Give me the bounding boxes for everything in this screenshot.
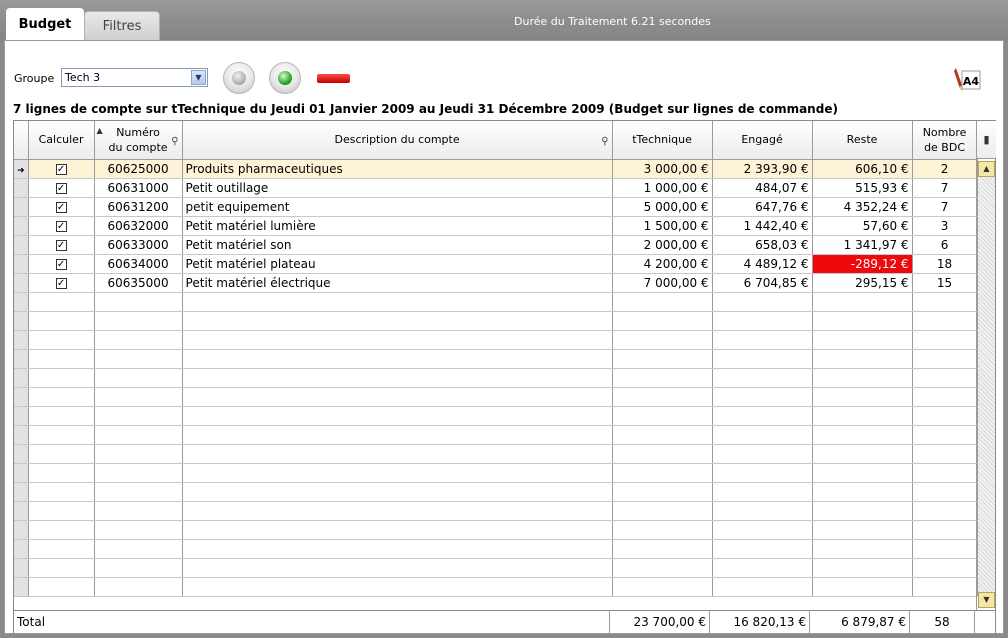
duration-text: Durée du Traitement 6.21 secondes (514, 15, 711, 28)
empty-cell[interactable] (712, 387, 812, 406)
empty-cell[interactable] (182, 368, 612, 387)
empty-cell[interactable] (94, 577, 182, 596)
row-calculer-cell[interactable] (28, 273, 94, 292)
calculer-checkbox[interactable]: ✓ (56, 201, 66, 213)
calculer-checkbox[interactable]: ✓ (56, 182, 66, 194)
row-calculer-cell[interactable] (28, 216, 94, 235)
print-a4-icon[interactable] (950, 65, 982, 93)
col-header-numero-l2: du compte (108, 140, 168, 154)
cell-bdc[interactable]: 2 (912, 159, 977, 178)
table-row[interactable] (14, 216, 977, 235)
total-label: Total (14, 611, 610, 633)
empty-cell[interactable] (712, 558, 812, 577)
calculer-checkbox[interactable]: ✓ (56, 258, 66, 270)
table-row[interactable] (14, 159, 977, 178)
tab-budget[interactable]: Budget (6, 8, 84, 42)
empty-cell[interactable] (28, 387, 94, 406)
empty-cell[interactable] (182, 539, 612, 558)
empty-cell[interactable] (812, 558, 912, 577)
empty-cell[interactable] (612, 463, 712, 482)
empty-cell[interactable] (912, 444, 977, 463)
column-chooser-icon[interactable]: ▮ (977, 121, 996, 159)
col-header-ttechnique[interactable]: tTechnique (612, 121, 712, 159)
empty-row[interactable] (14, 311, 977, 330)
empty-cell[interactable] (812, 330, 912, 349)
row-selector[interactable] (14, 463, 28, 482)
table-row[interactable] (14, 273, 977, 292)
empty-row[interactable] (14, 482, 977, 501)
green-round-button[interactable] (269, 62, 301, 94)
empty-cell[interactable] (28, 292, 94, 311)
empty-cell[interactable] (812, 444, 912, 463)
cell-description[interactable]: Petit matériel plateau (182, 254, 612, 273)
empty-cell[interactable] (712, 349, 812, 368)
cell-description[interactable]: Petit outillage (182, 178, 612, 197)
empty-cell[interactable] (94, 501, 182, 520)
empty-cell[interactable] (94, 425, 182, 444)
empty-cell[interactable] (912, 387, 977, 406)
groupe-select[interactable] (61, 68, 208, 87)
cell-ttechnique[interactable]: 5 000,00 € (612, 197, 712, 216)
row-selector[interactable] (14, 520, 28, 539)
empty-cell[interactable] (612, 539, 712, 558)
cell-description[interactable]: Produits pharmaceutiques (182, 159, 612, 178)
row-selector[interactable] (14, 425, 28, 444)
row-selector[interactable] (14, 482, 28, 501)
col-header-calculer[interactable]: Calculer (28, 121, 94, 159)
tab-filtres[interactable]: Filtres (84, 11, 160, 40)
empty-cell[interactable] (912, 520, 977, 539)
table-row[interactable] (14, 178, 977, 197)
empty-cell[interactable] (812, 577, 912, 596)
grey-round-button[interactable] (223, 62, 255, 94)
empty-cell[interactable] (712, 425, 812, 444)
empty-cell[interactable] (712, 501, 812, 520)
row-selector[interactable] (14, 539, 28, 558)
total-ttechnique: 23 700,00 € (610, 611, 710, 633)
empty-cell[interactable] (712, 330, 812, 349)
col-header-description[interactable] (182, 121, 612, 159)
empty-cell[interactable] (94, 444, 182, 463)
empty-row[interactable] (14, 387, 977, 406)
calculer-checkbox[interactable]: ✓ (56, 163, 66, 175)
empty-cell[interactable] (28, 330, 94, 349)
empty-cell[interactable] (28, 425, 94, 444)
empty-cell[interactable] (912, 539, 977, 558)
search-icon[interactable]: ⚲ (601, 136, 609, 147)
sort-up-icon[interactable]: ▲ (96, 126, 103, 135)
empty-row[interactable] (14, 463, 977, 482)
header-row-selector (14, 121, 28, 159)
table-row[interactable] (14, 254, 977, 273)
empty-cell[interactable] (912, 463, 977, 482)
empty-cell[interactable] (182, 501, 612, 520)
empty-cell[interactable] (94, 463, 182, 482)
cell-bdc[interactable]: 7 (912, 197, 977, 216)
table-header-row (14, 121, 977, 159)
empty-cell[interactable] (612, 349, 712, 368)
empty-cell[interactable] (28, 577, 94, 596)
empty-cell[interactable] (182, 444, 612, 463)
cell-numero[interactable]: 60635000 (94, 273, 182, 292)
cell-ttechnique[interactable]: 7 000,00 € (612, 273, 712, 292)
cell-bdc[interactable]: 3 (912, 216, 977, 235)
top-bar (0, 0, 1008, 42)
groupe-label: Groupe (14, 72, 55, 85)
scroll-down-arrow-icon[interactable]: ▼ (978, 592, 995, 608)
row-selector[interactable] (14, 159, 28, 178)
empty-cell[interactable] (28, 520, 94, 539)
empty-cell[interactable] (182, 330, 612, 349)
empty-cell[interactable] (612, 501, 712, 520)
cell-reste[interactable]: 57,60 € (812, 216, 912, 235)
empty-cell[interactable] (612, 482, 712, 501)
empty-cell[interactable] (182, 292, 612, 311)
accounts-table (14, 121, 978, 597)
table-row[interactable] (14, 235, 977, 254)
grey-dot-icon (232, 71, 246, 85)
empty-row[interactable] (14, 577, 977, 596)
empty-cell[interactable] (28, 463, 94, 482)
empty-cell[interactable] (182, 558, 612, 577)
empty-cell[interactable] (182, 425, 612, 444)
empty-cell[interactable] (612, 330, 712, 349)
empty-cell[interactable] (94, 368, 182, 387)
empty-cell[interactable] (612, 406, 712, 425)
cell-numero[interactable]: 60631200 (94, 197, 182, 216)
accounts-grid (13, 120, 996, 633)
groupe-select-value: Tech 3 (65, 71, 101, 84)
empty-cell[interactable] (812, 349, 912, 368)
cell-reste[interactable]: 515,93 € (812, 178, 912, 197)
cell-bdc[interactable]: 15 (912, 273, 977, 292)
cell-bdc[interactable]: 18 (912, 254, 977, 273)
row-selector[interactable] (14, 292, 28, 311)
empty-cell[interactable] (912, 406, 977, 425)
empty-cell[interactable] (812, 520, 912, 539)
page-title: 7 lignes de compte sur tTechnique du Jeudi 01 Janvier 2009 au Jeudi 31 Décembre 2009 (Budget sur lignes de commande) (13, 102, 838, 116)
row-selector[interactable] (14, 178, 28, 197)
empty-row[interactable] (14, 292, 977, 311)
row-calculer-cell[interactable] (28, 178, 94, 197)
total-bdc: 58 (910, 611, 975, 633)
empty-cell[interactable] (812, 463, 912, 482)
empty-row[interactable] (14, 425, 977, 444)
empty-cell[interactable] (182, 520, 612, 539)
empty-cell[interactable] (612, 292, 712, 311)
cell-engage[interactable]: 658,03 € (712, 235, 812, 254)
cell-description[interactable]: Petit matériel électrique (182, 273, 612, 292)
empty-cell[interactable] (912, 292, 977, 311)
empty-cell[interactable] (712, 577, 812, 596)
row-selector[interactable] (14, 216, 28, 235)
cell-numero[interactable]: 60631000 (94, 178, 182, 197)
row-calculer-cell[interactable] (28, 159, 94, 178)
cell-ttechnique[interactable]: 2 000,00 € (612, 235, 712, 254)
cell-bdc[interactable]: 7 (912, 178, 977, 197)
calculer-checkbox[interactable]: ✓ (56, 239, 66, 251)
row-selector[interactable] (14, 254, 28, 273)
empty-cell[interactable] (94, 482, 182, 501)
chevron-down-icon[interactable]: ▼ (191, 70, 206, 85)
empty-row[interactable] (14, 520, 977, 539)
empty-row[interactable] (14, 501, 977, 520)
col-header-bdc-l1: Nombre (922, 125, 967, 139)
empty-cell[interactable] (712, 520, 812, 539)
empty-cell[interactable] (94, 387, 182, 406)
empty-cell[interactable] (612, 311, 712, 330)
row-selector[interactable] (14, 558, 28, 577)
calculer-checkbox[interactable]: ✓ (56, 277, 66, 289)
empty-cell[interactable] (812, 425, 912, 444)
empty-cell[interactable] (94, 349, 182, 368)
col-header-bdc[interactable] (912, 121, 977, 159)
empty-cell[interactable] (94, 558, 182, 577)
empty-cell[interactable] (28, 349, 94, 368)
green-dot-icon (278, 71, 292, 85)
col-header-numero[interactable] (94, 121, 182, 159)
cell-engage[interactable]: 647,76 € (712, 197, 812, 216)
empty-cell[interactable] (94, 330, 182, 349)
empty-cell[interactable] (912, 482, 977, 501)
col-header-description-label: Description du compte (334, 133, 460, 147)
cell-engage[interactable]: 4 489,12 € (712, 254, 812, 273)
empty-cell[interactable] (912, 577, 977, 596)
empty-cell[interactable] (812, 292, 912, 311)
row-selector[interactable] (14, 197, 28, 216)
cell-numero[interactable]: 60633000 (94, 235, 182, 254)
cell-reste[interactable]: -289,12 € (812, 254, 912, 273)
cell-description[interactable]: Petit matériel lumière (182, 216, 612, 235)
empty-cell[interactable] (612, 558, 712, 577)
cell-reste[interactable]: 1 341,97 € (812, 235, 912, 254)
empty-row[interactable] (14, 349, 977, 368)
row-calculer-cell[interactable] (28, 235, 94, 254)
cell-reste[interactable]: 606,10 € (812, 159, 912, 178)
empty-cell[interactable] (612, 520, 712, 539)
empty-cell[interactable] (94, 539, 182, 558)
cell-description[interactable]: petit equipement (182, 197, 612, 216)
red-bar-button[interactable] (317, 74, 350, 83)
a4-label: A4 (962, 75, 980, 88)
scroll-up-arrow-icon[interactable]: ▲ (978, 161, 995, 177)
col-header-reste[interactable]: Reste (812, 121, 912, 159)
row-selector[interactable] (14, 311, 28, 330)
empty-cell[interactable] (94, 406, 182, 425)
col-header-bdc-l2: de BDC (924, 140, 966, 154)
empty-cell[interactable] (712, 311, 812, 330)
empty-cell[interactable] (712, 406, 812, 425)
cell-ttechnique[interactable]: 1 000,00 € (612, 178, 712, 197)
current-row-arrow-icon: ➜ (17, 165, 25, 176)
cell-numero[interactable]: 60632000 (94, 216, 182, 235)
cell-reste[interactable]: 295,15 € (812, 273, 912, 292)
row-calculer-cell[interactable] (28, 197, 94, 216)
empty-cell[interactable] (812, 482, 912, 501)
row-selector[interactable] (14, 273, 28, 292)
empty-cell[interactable] (612, 368, 712, 387)
empty-row[interactable] (14, 558, 977, 577)
row-selector[interactable] (14, 368, 28, 387)
empty-cell[interactable] (182, 311, 612, 330)
cell-ttechnique[interactable]: 4 200,00 € (612, 254, 712, 273)
empty-cell[interactable] (912, 425, 977, 444)
search-icon[interactable]: ⚲ (171, 136, 179, 147)
row-selector[interactable] (14, 235, 28, 254)
empty-cell[interactable] (812, 387, 912, 406)
row-selector[interactable] (14, 444, 28, 463)
budget-panel (4, 40, 1004, 634)
empty-cell[interactable] (812, 501, 912, 520)
empty-cell[interactable] (912, 349, 977, 368)
empty-cell[interactable] (612, 387, 712, 406)
empty-row[interactable] (14, 406, 977, 425)
empty-cell[interactable] (28, 558, 94, 577)
empty-cell[interactable] (912, 330, 977, 349)
row-selector[interactable] (14, 387, 28, 406)
cell-bdc[interactable]: 6 (912, 235, 977, 254)
empty-cell[interactable] (28, 311, 94, 330)
col-header-numero-l1: Numéro (116, 125, 160, 139)
empty-cell[interactable] (182, 577, 612, 596)
empty-row[interactable] (14, 330, 977, 349)
empty-row[interactable] (14, 368, 977, 387)
empty-cell[interactable] (812, 368, 912, 387)
empty-cell[interactable] (612, 444, 712, 463)
empty-cell[interactable] (712, 539, 812, 558)
cell-ttechnique[interactable]: 3 000,00 € (612, 159, 712, 178)
total-row (14, 610, 995, 633)
empty-cell[interactable] (94, 311, 182, 330)
empty-cell[interactable] (182, 349, 612, 368)
col-header-engage[interactable]: Engagé (712, 121, 812, 159)
cell-engage[interactable]: 1 442,40 € (712, 216, 812, 235)
empty-cell[interactable] (912, 368, 977, 387)
empty-cell[interactable] (28, 368, 94, 387)
empty-cell[interactable] (28, 482, 94, 501)
cell-numero[interactable]: 60634000 (94, 254, 182, 273)
empty-cell[interactable] (712, 444, 812, 463)
empty-cell[interactable] (182, 463, 612, 482)
empty-cell[interactable] (712, 292, 812, 311)
empty-cell[interactable] (94, 292, 182, 311)
total-reste: 6 879,87 € (810, 611, 910, 633)
cell-engage[interactable]: 6 704,85 € (712, 273, 812, 292)
row-selector[interactable] (14, 330, 28, 349)
empty-cell[interactable] (812, 406, 912, 425)
empty-cell[interactable] (94, 520, 182, 539)
row-selector[interactable] (14, 349, 28, 368)
cell-numero[interactable]: 60625000 (94, 159, 182, 178)
empty-cell[interactable] (28, 406, 94, 425)
row-selector[interactable] (14, 501, 28, 520)
cell-engage[interactable]: 484,07 € (712, 178, 812, 197)
empty-cell[interactable] (182, 482, 612, 501)
table-row[interactable] (14, 197, 977, 216)
empty-row[interactable] (14, 444, 977, 463)
empty-cell[interactable] (912, 501, 977, 520)
empty-cell[interactable] (612, 425, 712, 444)
empty-cell[interactable] (28, 501, 94, 520)
empty-cell[interactable] (28, 539, 94, 558)
empty-cell[interactable] (712, 482, 812, 501)
empty-cell[interactable] (912, 558, 977, 577)
cell-reste[interactable]: 4 352,24 € (812, 197, 912, 216)
empty-cell[interactable] (812, 311, 912, 330)
empty-cell[interactable] (812, 539, 912, 558)
row-selector[interactable] (14, 577, 28, 596)
empty-cell[interactable] (712, 368, 812, 387)
empty-cell[interactable] (912, 311, 977, 330)
row-calculer-cell[interactable] (28, 254, 94, 273)
row-selector[interactable] (14, 406, 28, 425)
cell-ttechnique[interactable]: 1 500,00 € (612, 216, 712, 235)
cell-engage[interactable]: 2 393,90 € (712, 159, 812, 178)
empty-cell[interactable] (182, 406, 612, 425)
empty-cell[interactable] (28, 444, 94, 463)
empty-cell[interactable] (182, 387, 612, 406)
calculer-checkbox[interactable]: ✓ (56, 220, 66, 232)
vertical-scrollbar[interactable] (976, 121, 995, 610)
scrollbar-track[interactable] (978, 161, 995, 608)
total-engage: 16 820,13 € (710, 611, 810, 633)
empty-cell[interactable] (712, 463, 812, 482)
empty-cell[interactable] (612, 577, 712, 596)
empty-row[interactable] (14, 539, 977, 558)
cell-description[interactable]: Petit matériel son (182, 235, 612, 254)
